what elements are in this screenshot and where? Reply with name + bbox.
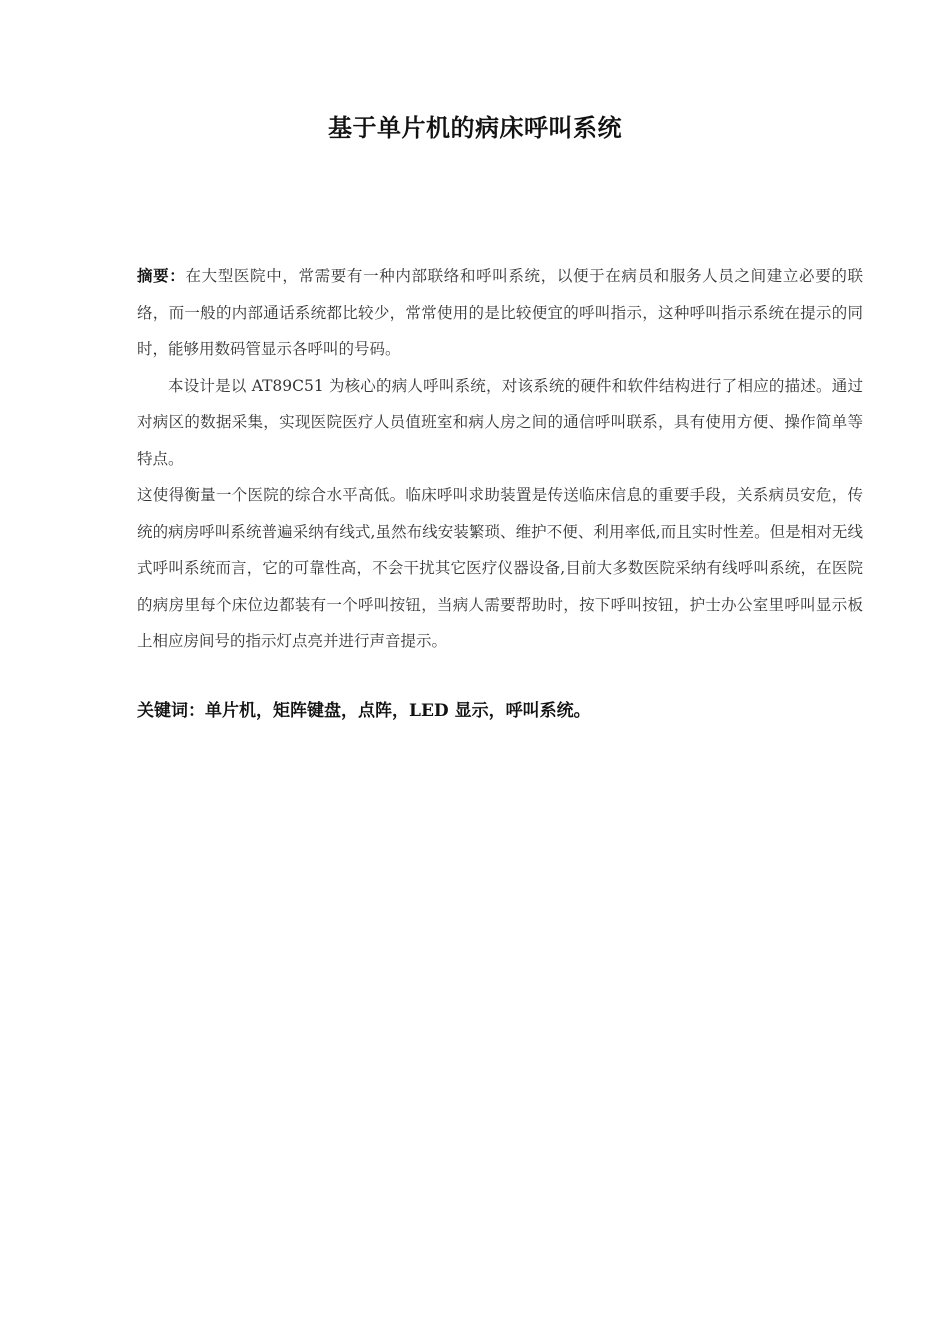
abstract-paragraph-2: 本设计是以 AT89C51 为核心的病人呼叫系统，对该系统的硬件和软件结构进行了相应的描述。通过对病区的数据采集，实现医院医疗人员值班室和病人房之间的通信呼叫联系，具有使用方便、操作简单等特点。 (137, 376, 863, 468)
abstract-section (137, 258, 863, 660)
document-title: 基于单片机的病床呼叫系统 (328, 113, 622, 142)
keywords-line: 关键词：单片机，矩阵键盘，点阵，LED 显示，呼叫系统。 (137, 701, 591, 721)
abstract-paragraph-1 (137, 258, 863, 368)
abstract-label: 摘要： (137, 266, 186, 285)
abstract-paragraph-3: 这使得衡量一个医院的综合水平高低。临床呼叫求助装置是传送临床信息的重要手段，关系病员安危，传统的病房呼叫系统普遍采纳有线式,虽然布线安装繁琐、维护不便、利用率低,而且实时性差。但是相对无线式呼叫系统而言，它的可靠性高，不会干扰其它医疗仪器设备,目前大多数医院采纳有线呼叫系统，在医院的病房里每个床位边都装有一个呼叫按钮，当病人需要帮助时，按下呼叫按钮，护士办公室里呼叫显示板上相应房间号的指示灯点亮并进行声音提示。 (137, 486, 863, 650)
abstract-text-1: 在大型医院中，常需要有一种内部联络和呼叫系统，以便于在病员和服务人员之间建立必要的联络，而一般的内部通话系统都比较少，常常使用的是比较便宜的呼叫指示，这种呼叫指示系统在提示的同时，能够用数码管显示各呼叫的号码。 (137, 267, 863, 358)
